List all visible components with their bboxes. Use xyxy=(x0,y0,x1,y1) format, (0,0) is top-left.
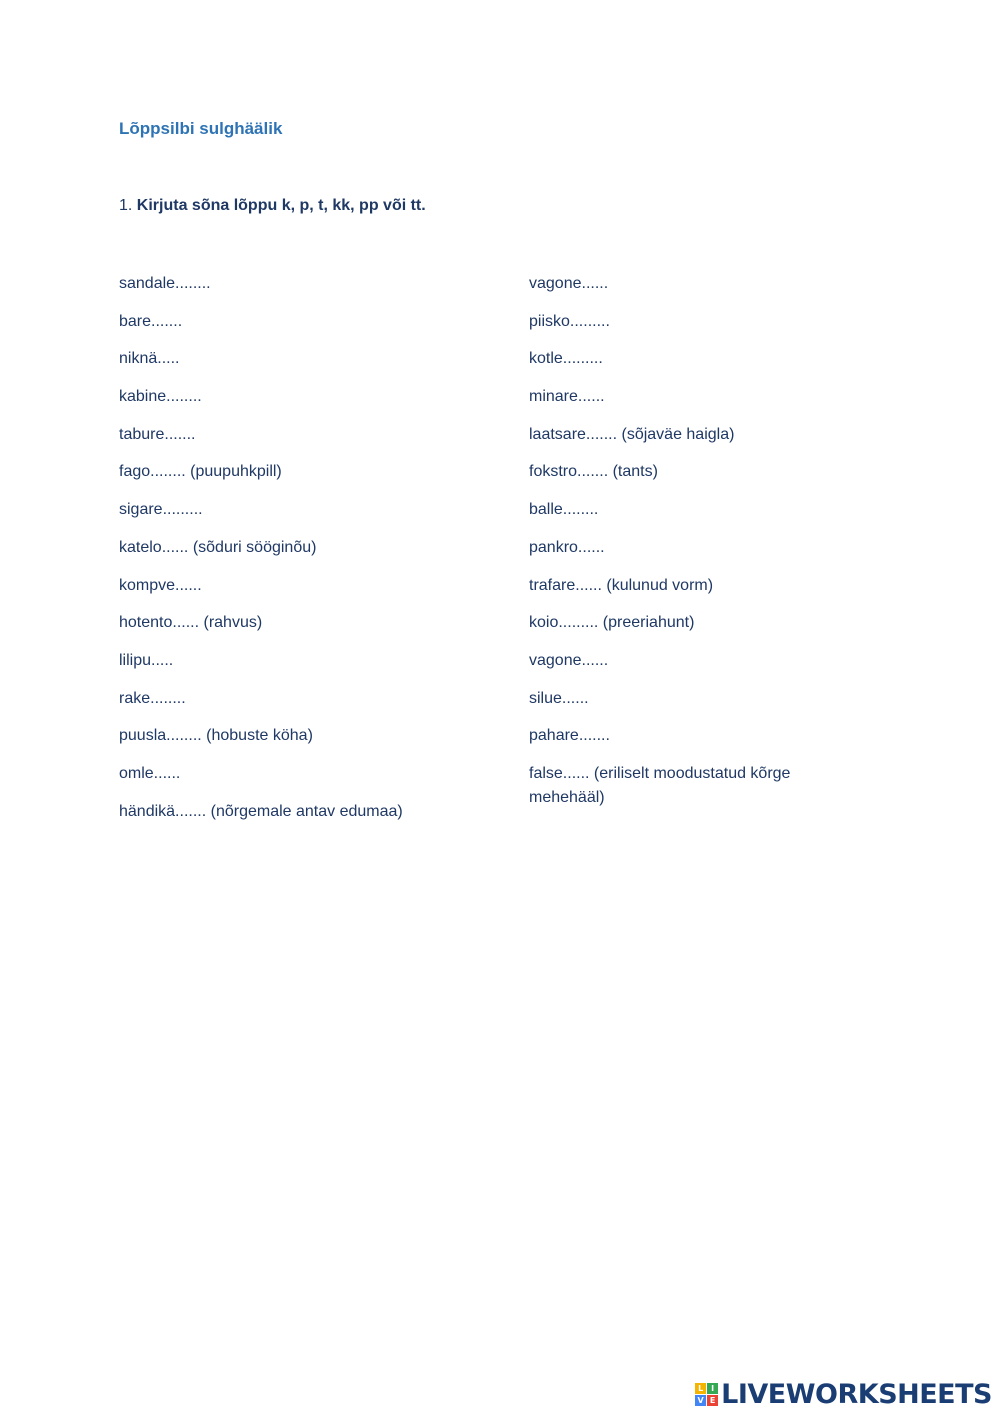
word-item: tabure....... xyxy=(119,425,196,443)
word-item: kompve...... xyxy=(119,576,202,594)
word-list-left xyxy=(119,272,499,837)
page-title: Lõppsilbi sulghäälik xyxy=(119,119,283,138)
word-item: pankro...... xyxy=(529,538,605,556)
word-item: laatsare....... (sõjaväe haigla) xyxy=(529,425,735,443)
word-item: piisko......... xyxy=(529,312,610,330)
word-item: minare...... xyxy=(529,388,605,406)
word-item: hotento...... (rahvus) xyxy=(119,614,263,632)
word-item: silue...... xyxy=(529,689,589,707)
logo-square: E xyxy=(707,1395,718,1406)
liveworksheets-logo[interactable] xyxy=(695,1379,992,1409)
word-item: niknä..... xyxy=(119,350,180,368)
word-item: rake........ xyxy=(119,689,186,707)
logo-square: V xyxy=(695,1395,706,1406)
word-item: vagone...... xyxy=(529,275,609,292)
logo-square: I xyxy=(707,1383,718,1394)
word-item: vagone...... xyxy=(529,651,609,669)
exercise-instruction-text: Kirjuta sõna lõppu k, p, t, kk, pp või tt. xyxy=(136,197,426,214)
word-item: sandale........ xyxy=(119,275,211,292)
word-item: lilipu..... xyxy=(119,651,174,669)
word-item: trafare...... (kulunud vorm) xyxy=(529,576,714,594)
word-item: kotle......... xyxy=(529,350,603,368)
word-item: fokstro....... (tants) xyxy=(529,463,658,481)
logo-squares-icon xyxy=(695,1383,718,1406)
word-item: sigare......... xyxy=(119,501,203,519)
word-item: puusla........ (hobuste köha) xyxy=(119,727,313,745)
word-item: false...... (eriliselt moodustatud kõrge mehehääl) xyxy=(529,764,791,806)
word-item: pahare....... xyxy=(529,727,610,745)
exercise-instruction xyxy=(119,197,426,215)
word-item: katelo...... (sõduri sööginõu) xyxy=(119,538,317,556)
word-item: omle...... xyxy=(119,764,181,782)
word-item: kabine........ xyxy=(119,388,202,406)
logo-wordmark: LIVEWORKSHEETS xyxy=(721,1378,992,1410)
word-item: koio......... (preeriahunt) xyxy=(529,614,695,632)
word-item: bare....... xyxy=(119,312,183,330)
word-list-right xyxy=(529,272,829,824)
logo-square: L xyxy=(695,1383,706,1394)
word-item: händikä....... (nõrgemale antav edumaa) xyxy=(119,802,403,820)
exercise-number: 1. xyxy=(119,197,133,214)
word-item: fago........ (puupuhkpill) xyxy=(119,463,282,481)
word-item: balle........ xyxy=(529,501,599,519)
